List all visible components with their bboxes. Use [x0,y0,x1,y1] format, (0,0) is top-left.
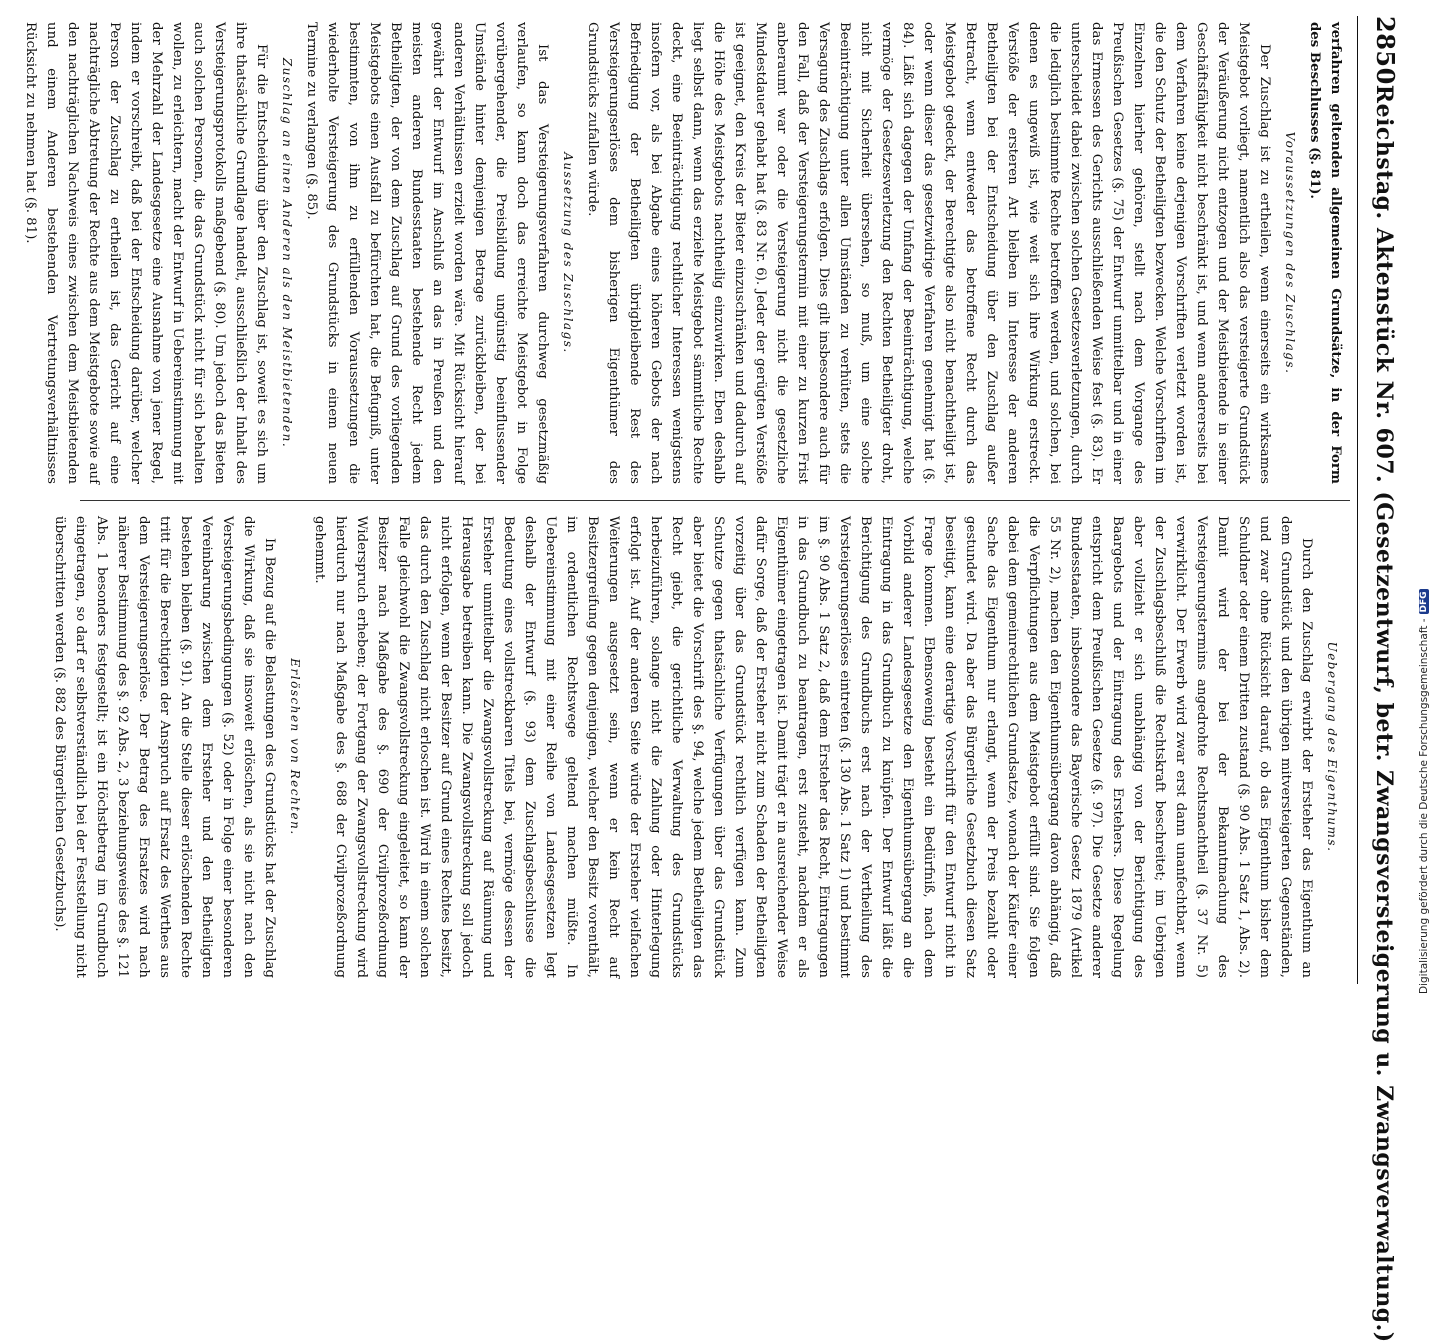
document-page [23,16,1400,1343]
paragraph-eigenthum: Durch den Zuschlag erwirbt der Ersteher das Eigenthum an dem Grundstück und den übrigen mitversteigerten Gegenständen, und zwar ohne Rücksicht darauf, ob das Eigenthum bisher dem Schuldner oder einem Dritten zustand (§. 90 Abs. 1 Satz 1, Abs. 2). Damit wird der bei der Bekanntmachung des Versteigerungstermins angedrohte Rechtsnachtheil (§. 37 Nr. 5) verwirklicht. Der Erwerb wird zwar erst dann unanfechtbar, wenn der Zuschlagsbeschluß die Rechtskraft beschreitet; im Uebrigen aber vollzieht er sich unabhängig von der Berichtigung des Baargebots und der Eintragung des Erstehers. Diese Regelung entspricht dem Preußischen Gesetze (§. 97). Die Gesetze anderer Bundesstaaten, insbesondere das Bayerische Gesetz 1879 (Artikel 55 Nr. 2), machen den Eigenthumsübergang davon abhängig, daß die Verpflichtungen aus dem Meistgebot erfüllt sind. Sie folgen dabei dem gemeinrechtlichen Grundsatze, wonach der Käufer einer Sache das Eigenthum nur erlangt, wenn der Preis bezahlt oder gestundet wird. Da aber das Bürgerliche Gesetzbuch diesen Satz beseitigt, kann eine derartige Vorschrift für den Entwurf nicht in Frage kommen. Ebensowenig besteht ein Bedürfniß, nach dem Vorbild anderer Landesgesetze den Eigenthumsübergang an die Eintragung in das Grundbuch zu knüpfen. Der Entwurf läßt die Berichtigung des Grundbuchs erst nach der Vertheilung des Versteigerungserlöses eintreten (§. 130 Abs. 1 Satz 1) und bestimmt im §. 90 Abs. 1 Satz 2, daß dem Ersteher das Recht, Eintragungen in das Grundbuch zu beantragen, erst zusteht, nachdem er als Eigenthümer eingetragen ist. Damit trägt er in ausreichender Weise dafür Sorge, daß der Ersteher nicht zum Schaden der Betheiligten vorzeitig über das Grundstück rechtlich verfügen kann. Zum Schutze gegen thatsächliche Verfügungen über das Grundstück aber bietet die Vorschrift des §. 94, welche jedem Betheiligten das Recht giebt, die gerichtliche Verwaltung des Grundstücks herbeizuführen, solange nicht die Zahlung oder Hinterlegung erfolgt ist. Auf der anderen Seite würde der Ersteher vielfachen Weiterungen ausgesetzt sein, wenn er kein Recht auf Besitzergreifung gegen denjenigen, welcher den Besitz vorenthält, im ordentlichen Rechtswege geltend machen müßte. In Uebereinstimmung mit einer Reihe von Landesgesetzen legt deshalb der Entwurf (§. 93) dem Zuschlagsbeschlusse die Bedeutung eines vollstreckbaren Titels bei, vermöge dessen der Ersteher unmittelbar die Zwangsvollstreckung auf Räumung und Herausgabe betreiben kann. Die Zwangsvollstreckung soll jedoch nicht erfolgen, wenn der Besitzer auf Grund eines Rechtes besitzt, das durch den Zuschlag nicht erloschen ist. Wird in einem solchen Falle gleichwohl die Zwangsvollstreckung eingeleitet, so kann der Besitzer nach Maßgabe des §. 690 der Civilprozeßordnung Widerspruch erheben; der Fortgang der Zwangsvollstreckung wird hierdurch nur nach Maßgabe des §. 688 der Civilprozeßordnung gehemmt. [312,516,1314,978]
paragraph-voraussetzungen: Der Zuschlag ist zu ertheilen, wenn einerseits ein wirksames Meistgebot vorliegt, namentlich also das versteigerte Grundstück der Veräußerung nicht entzogen und der Meistbietende in seiner Geschäftsfähigkeit nicht beschränkt ist, und wenn andererseits bei dem Verfahren keine derjenigen Vorschriften verletzt worden ist, die den Schutz der Betheiligten bezwecken. Welche Vorschriften im Einzelnen hierher gehören, stellt nach dem Vorgange des Preußischen Gesetzes (§. 75) der Entwurf unmittelbar und in einer das Ermessen des Gerichts ausschließenden Weise fest (§. 83). Er unterscheidet dabei zwischen solchen Gesetzesverletzungen, durch die lediglich bestimmte Rechte betroffen werden, und solchen, bei denen es ungewiß ist, wie weit sich ihre Wirkung erstreckt. Verstöße der ersteren Art bleiben im Interesse der anderen Betheiligten bei der Entscheidung über den Zuschlag außer Betracht, wenn entweder das betroffene Recht durch das Meistgebot gedeckt, der Berechtigte also nicht benachtheiligt ist, oder wenn dieser das gesetzwidrige Verfahren genehmigt hat (§. 84). Läßt sich dagegen der Umfang der Beeinträchtigung, welche vermöge der Gesetzesverletzung den Rechten Betheiligter droht, nicht mit Sicherheit übersehen, so muß, um eine solche Beeinträchtigung unter allen Umständen zu verhüten, stets die Versagung des Zuschlags erfolgen. Dies gilt insbesondere auch für den Fall, daß der Versteigerungstermin mit einer zu kurzen Frist anberaumt war oder die Versteigerung nicht die gesetzliche Mindestdauer gehabt hat (§. 83 Nr. 6). Jeder der gerügten Verstöße ist geeignet, den Kreis der Bieter einzuschränken und dadurch auf die Höhe des Meistgebots nachtheilig einzuwirken. Eben deshalb liegt selbst dann, wenn das erzielte Meistgebot sämmtliche Rechte deckt, eine Beeinträchtigung rechtlicher Interessen wenigstens insofern vor, als bei Abgabe eines höheren Gebots der nach Befriedigung der Betheiligten übrigbleibende Rest des Versteigerungserlöses dem bisherigen Eigenthümer des Grundstücks zufallen würde. [585,22,1272,484]
dfg-logo: DFG [1419,591,1429,613]
section-heading-zuschlag-anderer: Zuschlag an einen Anderen als den Meistbietenden. [280,57,294,449]
section-heading-erloeschen: Erlöschen von Rechten. [288,658,302,836]
left-intro: verfahren geltenden allgemeinen Grundsätze, in der Form des Beschlusses (§. 81). [1307,22,1343,484]
header-rule [1357,16,1358,984]
section-heading-eigenthum: Uebergang des Eigenthums. [1325,641,1339,853]
section-heading-voraussetzungen: Voraussetzungen des Zuschlags. [1283,131,1297,375]
page-header [1360,16,1400,1343]
column-divider [80,500,1350,501]
paragraph-erloeschen: In Bezug auf die Belastungen des Grundstücks hat der Zuschlag die Wirkung, daß sie insoweit erlöschen, als sie nicht nach den Versteigerungsbedingungen (§. 52) oder in Folge einer besonderen Vereinbarung zwischen dem Ersteher und den Betheiligten bestehen bleiben (§. 91). An die Stelle dieser erlöschenden Rechte tritt für die Berechtigten der Anspruch auf Ersatz des Werthes aus dem Versteigerungserlöse. Der Betrag des Ersatzes wird nach näherer Bestimmung des §. 92 Abs. 2, 3 beziehungsweise des §. 121 Abs. 1 besonders festgestellt; ist ein Höchstbetrag im Grundbuch eingetragen, so darf er selbstverständlich bei der Feststellung nicht überschritten werden (§. 882 des Bürgerlichen Gesetzbuchs). [52,516,277,978]
section-heading-aussetzung: Aussetzung des Zuschlags. [561,152,575,354]
digitization-footer [1418,589,1430,994]
page-number: 2850 [1371,16,1400,85]
footer-text: Digitalisierung gefördert durch die Deutsche Forschungsgemeinschaft - [1418,618,1430,994]
paragraph-aussetzung: Ist das Versteigerungsverfahren durchweg gesetzmäßig verlaufen, so kann doch das erreichte Meistgebot in Folge vorübergehender, die Preisbildung ungünstig beeinflussender Umstände hinter demjenigen Betrage zurückbleiben, der bei anderen Verhältnissen erzielt worden wäre. Mit Rücksicht hierauf gewährt der Entwurf im Anschluß an das in Preußen und den meisten anderen Bundesstaaten bestehende Recht jedem Betheiligten, der von dem Zuschlag auf Grund des vorliegenden Meistgebots einen Ausfall zu befürchten hat, die Befugniß, unter bestimmten, von ihm zu erfüllenden Voraussetzungen die wiederholte Versteigerung des Grundstücks in einem neuen Termine zu verlangen (§. 85). [304,22,550,484]
right-column [47,516,1346,978]
page-title: Reichstag. Aktenstück Nr. 607. (Gesetzentwurf, betr. Zwangsversteigerung u. Zwangsverwaltung.) [1371,84,1397,1343]
left-column [18,22,1346,484]
paragraph-zuschlag-anderer: Für die Entscheidung über den Zuschlag ist, soweit es sich um ihre thatsächliche Grundlage handelt, ausschließlich der Inhalt des Versteigerungsprotokolls maßgebend (§. 80). Um jedoch das Bieten auch solchen Personen, die das Grundstück nicht für sich behalten wollen, zu erleichtern, macht der Entwurf in Uebereinstimmung mit der Mehrzahl der Landesgesetze eine Ausnahme von jener Regel, indem er vorschreibt, daß bei der Entscheidung darüber, welcher Person der Zuschlag zu ertheilen ist, das Gericht auf eine nachträgliche Abtretung der Rechte aus dem Meistgebote sowie auf den nachträglichen Nachweis eines zwischen dem Meistbietenden und einem Anderen bestehenden Vertretungsverhältnisses Rücksicht zu nehmen hat (§. 81). [23,22,269,484]
